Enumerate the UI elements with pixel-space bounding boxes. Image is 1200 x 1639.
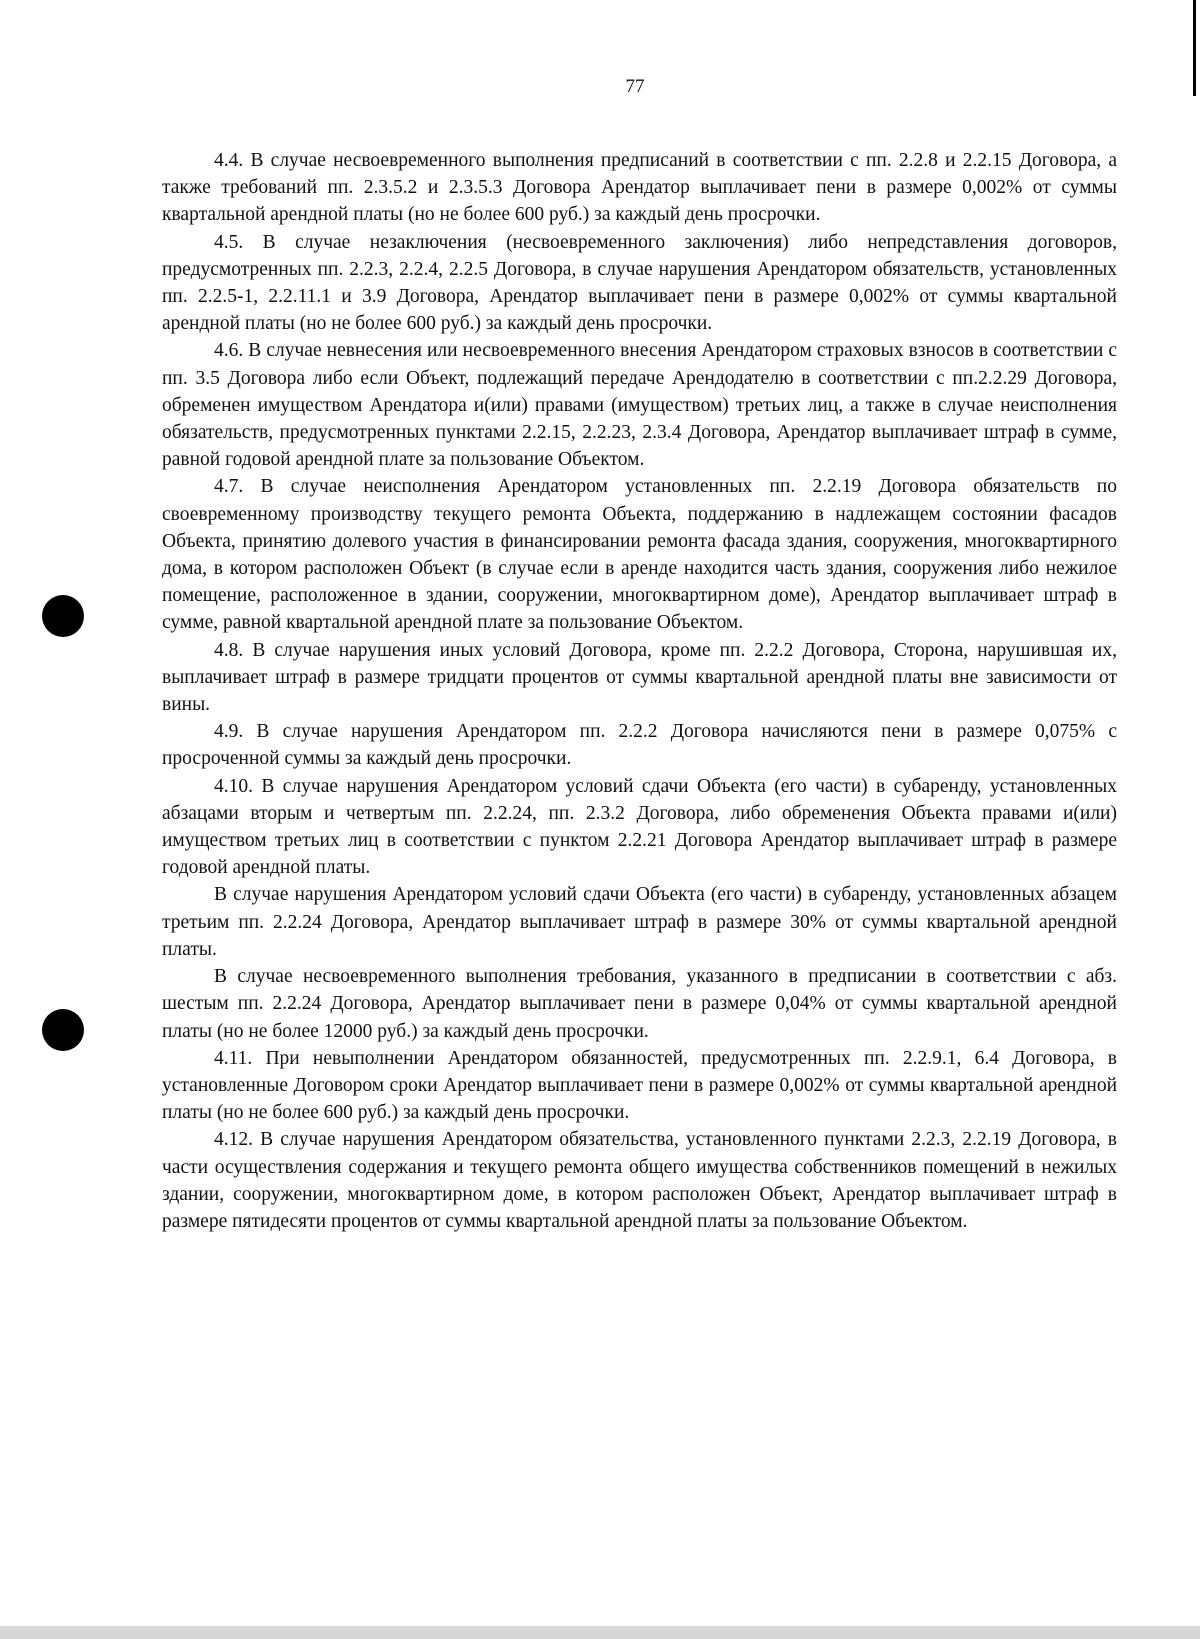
paragraph-4-4: 4.4. В случае несвоевременного выполнения предписаний в соответствии с пп. 2.2.8 и 2.2.15 Договора, а также требований пп. 2.3.5.2 и 2.3.5.3 Договора Арендатор выплачивает пени в размере 0,002% от суммы квартальной арендной платы (но не более 600 руб.) за каждый день просрочки.	[162, 150, 1117, 226]
paragraph-4-6: 4.6. В случае невнесения или несвоевременного внесения Арендатором страховых взносов в соответствии с пп. 3.5 Договора либо если Объект, подлежащий передаче Арендодателю в соответствии с пп.2.2.29 Договора, обременен имуществом Арендатора и(или) правами (имуществом) третьих лиц, а также в случае неисполнения обязательств, предусмотренных пунктами 2.2.15, 2.2.23, 2.3.4 Договора, Арендатор выплачивает штраф в сумме, равной годовой арендной плате за пользование Объектом.	[162, 340, 1117, 471]
page-number: 77	[625, 76, 645, 97]
punch-hole-bottom	[42, 1009, 84, 1051]
scan-bottom-bar	[0, 1626, 1200, 1639]
paragraph-4-9: 4.9. В случае нарушения Арендатором пп. 2.2.2 Договора начисляются пени в размере 0,075% с просроченной суммы за каждый день просрочки.	[162, 721, 1117, 770]
paragraph-4-10-predpisanie: В случае несвоевременного выполнения требования, указанного в предписании в соответствии с абз. шестым пп. 2.2.24 Договора, Арендатор выплачивает пени в размере 0,04% от суммы квартальной арендной платы (но не более 12000 руб.) за каждый день просрочки.	[162, 966, 1117, 1042]
paragraph-4-8: 4.8. В случае нарушения иных условий Договора, кроме пп. 2.2.2 Договора, Сторона, нарушившая их, выплачивает штраф в размере тридцати процентов от суммы квартальной арендной платы вне зависимости от вины.	[162, 639, 1117, 716]
paragraph-4-5: 4.5. В случае незаключения (несвоевременного заключения) либо непредставления договоров, предусмотренных пп. 2.2.3, 2.2.4, 2.2.5 Договора, в случае нарушения Арендатором обязательств, установленных пп. 2.2.5-1, 2.2.11.1 и 3.9 Договора, Арендатор выплачивает пени в размере 0,002% от суммы квартальной арендной платы (но не более 600 руб.) за каждый день просрочки.	[162, 231, 1117, 335]
paragraph-4-10: 4.10. В случае нарушения Арендатором условий сдачи Объекта (его части) в субаренду, установленных абзацами вторым и четвертым пп. 2.2.24, пп. 2.3.2 Договора, либо обременения Объекта правами и(или) имуществом третьих лиц в соответствии с пунктом 2.2.21 Договора Арендатор выплачивает штраф в размере годовой арендной платы.	[162, 775, 1117, 879]
paragraph-4-7: 4.7. В случае неисполнения Арендатором установленных пп. 2.2.19 Договора обязательств по своевременному производству текущего ремонта Объекта, поддержанию в надлежащем состоянии фасадов Объекта, принятию долевого участия в финансировании ремонта фасада здания, сооружения, многоквартирного дома, в котором расположен Объект (в случае если в аренде находится часть здания, сооружения либо нежилое помещение, расположенное в здании, сооружении, многоквартирном доме), Арендатор выплачивает штраф в сумме, равной квартальной арендной плате за пользование Объектом.	[162, 476, 1117, 634]
paragraph-4-11: 4.11. При невыполнении Арендатором обязанностей, предусмотренных пп. 2.2.9.1, 6.4 Договора, в установленные Договором сроки Арендатор выплачивает пени в размере 0,002% от суммы квартальной арендной платы (но не более 600 руб.) за каждый день просрочки.	[162, 1047, 1117, 1124]
paragraph-4-10-subarenda: В случае нарушения Арендатором условий сдачи Объекта (его части) в субаренду, установленных абзацем третьим пп. 2.2.24 Договора, Арендатор выплачивает штраф в размере 30% от суммы квартальной арендной платы.	[162, 884, 1117, 960]
punch-hole-top	[42, 595, 84, 637]
document-body	[162, 147, 1117, 1235]
paragraph-4-12: 4.12. В случае нарушения Арендатором обязательства, установленного пунктами 2.2.3, 2.2.19 Договора, в части осуществления содержания и текущего ремонта общего имущества собственников помещений в нежилых здании, сооружении, многоквартирном доме, в котором расположен Объект, Арендатор выплачивает штраф в размере пятидесяти процентов от суммы квартальной арендной платы за пользование Объектом.	[162, 1129, 1117, 1232]
